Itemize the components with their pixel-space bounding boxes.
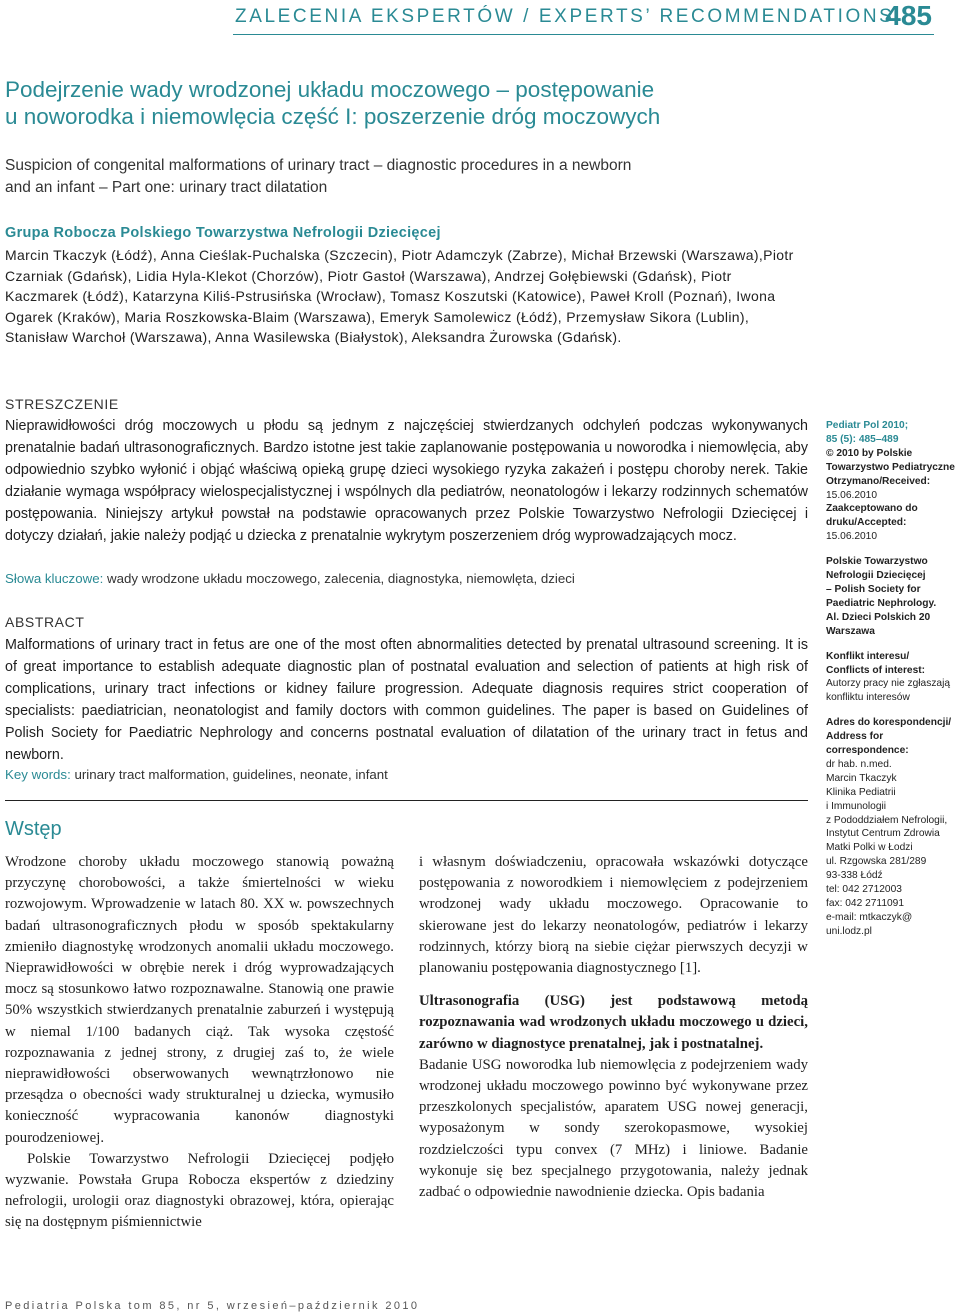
body-column-left xyxy=(5,852,394,1234)
address-line: z Pododdziałem Nefrologii, xyxy=(826,814,948,826)
correspondence-label: correspondence: xyxy=(826,745,909,757)
society-line: Warszawa xyxy=(826,625,875,637)
running-title: ZALECENIA EKSPERTÓW / EXPERTS’ RECOMMENDATIONS xyxy=(235,6,895,27)
society-line: – Polish Society for xyxy=(826,583,921,595)
polish-keywords-label: Słowa kluczowe: xyxy=(5,571,104,586)
society-block xyxy=(826,555,958,638)
polish-keywords xyxy=(5,571,575,586)
address-line: Marcin Tkaczyk xyxy=(826,772,897,784)
conflict-text: konfliktu interesów xyxy=(826,692,910,704)
intro-paragraph-1: Wrodzone choroby układu moczowego stanowią poważną przyczynę chorobowości, a także śmiertelności w wieku rozwojowym. Wprowadzenie w latach 80. XX w. powszechnych badań ultrasonograficznych płodu w sposób spektakularny zmieniło diagnostykę wrodzonych anomalii układu moczowego. Nieprawidłowości w obrębie nerek i dróg wyprowadzających mocz są stosunkowo łatwo rozpoznawalne. Stanowią one prawie 50% wszystkich stwierdzanych prenatalnie zaburzeń i występują w niemal 1/100 badanych ciąż. Tak wysoka częstość rozpoznawania z jednej strony, z drugiej zaś to, że wiele nieprawidłowości obserwowanych wewnątrzłonowo nie przesądza o obecności wady strukturalnej u dziecka, wymusiło konieczność wypracowania kanonów diagnostyki pourodzeniowej. xyxy=(5,854,394,1146)
conflict-label: Conflicts of interest: xyxy=(826,664,926,676)
accepted-label: druku/Accepted: xyxy=(826,517,907,529)
intro-paragraph-5: Badanie USG noworodka lub niemowlęcia z podejrzeniem wady wrodzonej układu moczowego powinno być wykonywane przez przeszkolonych specjalistów, aparatem USG nowej generacji, wyposażonym w sondy szerokopasmowe, wysokiej rozdzielczości typu convex (7 MHz) i liniowe. Badanie wykonuje się bez specjalnego przygotowania, należy jednak zadbać o odpowiednie nawodnienie dziecka. Opis badania xyxy=(419,1056,808,1201)
correspondence-label: Adres do korespondencji/ xyxy=(826,717,952,729)
usg-statement: Ultrasonografia (USG) jest podstawową metodą rozpoznawania wad wrodzonych układu moczowego u dzieci, zarówno w diagnostyce prenatalnej, jak i postnatalnej. xyxy=(419,993,808,1052)
conflict-label: Konflikt interesu/ xyxy=(826,650,910,662)
correspondence-label: Address for xyxy=(826,731,884,743)
address-line: dr hab. n.med. xyxy=(826,758,892,770)
author-list: Marcin Tkaczyk (Łódź), Anna Cieślak-Puchalska (Szczecin), Piotr Adamczyk (Zabrze), Michał Brzewski (Warszawa),Piotr Czarniak (Gdańsk), Lidia Hyla-Klekot (Chorzów), Piotr Gastoł (Warszawa), Andrzej Gołębiewski (Gdańsk), Piotr Kaczmarek (Łódź), Katarzyna Kiliś-Pstrusińska (Wrocław), Tomasz Koszutski (Katowice), Paweł Kroll (Poznań), Iwona Ogarek (Kraków), Maria Roszkowska-Blaim (Warszawa), Emeryk Samolewicz (Łódź), Przemysław Sikora (Lublin), Stanisław Warchoł (Warszawa), Anna Wasilewska (Białystok), Aleksandra Żurowska (Gdańsk). xyxy=(5,247,794,345)
society-line: Paediatric Nephrology. xyxy=(826,597,937,609)
address-line: Matki Polki w Łodzi xyxy=(826,842,913,854)
society-line: Al. Dzieci Polskich 20 xyxy=(826,611,931,623)
english-keywords xyxy=(5,767,388,782)
citation-block xyxy=(826,419,958,544)
copyright-line: © 2010 by Polskie xyxy=(826,447,913,459)
intro-paragraph-2: Polskie Towarzystwo Nefrologii Dziecięcej podjęło wyzwanie. Powstała Grupa Robocza ekspertów z dziedziny nefrologii, urologii oraz diagnostyki obrazowej, która, opierając się na dostępnym piśmiennictwie xyxy=(5,1150,394,1231)
title-pl-line-2: u noworodka i niemowlęcia część I: poszerzenie dróg moczowych xyxy=(5,104,661,129)
english-keywords-label: Key words: xyxy=(5,767,71,782)
accepted-date: 15.06.2010 xyxy=(826,531,877,543)
abstract-body: Malformations of urinary tract in fetus are one of the most often abnormalities detected by prenatal ultrasound screening. It is of great importance to establish adequate diagnostic plan of postnatal evaluation and selection of patients at high risk of complications, urinary tract infections or kidney failure progression. Adequate diagnosis requires strict cooperation of specialists: paediatrician, neonatologist and family doctors with common guidelines. The paper is based on Guidelines of Polish Society for Paediatric Nephrology and concerns postnatal evaluation of dilatation of the urinary tract in fetus and newborn. xyxy=(5,637,808,763)
citation-line: 85 (5): 485–489 xyxy=(826,433,899,445)
conflict-text: Autorzy pracy nie zgłaszają xyxy=(826,678,951,690)
correspondence-block xyxy=(826,716,958,939)
english-keywords-text: urinary tract malformation, guidelines, neonate, infant xyxy=(74,767,388,782)
address-line: 93-338 Łódź xyxy=(826,870,883,882)
society-line: Nefrologii Dziecięcej xyxy=(826,570,926,582)
email-line[interactable]: uni.lodz.pl xyxy=(826,925,872,937)
intro-paragraph-3: i własnym doświadczeniu, opracowała wskazówki dotyczące postępowania z noworodkiem i niemowlęciem z podejrzeniem wrodzonej wady układu moczowego. Opracowanie to skierowane jest do lekarzy neonatologów, pediatrów i lekarzy rodzinnych, którzy biorą na siebie ciężar pierwszych decyzji w planowaniu postępowania diagnostycznego [1]. xyxy=(419,854,808,977)
polish-keywords-text: wady wrodzone układu moczowego, zalecenia, diagnostyka, niemowlęta, dzieci xyxy=(107,571,575,586)
address-line: ul. Rzgowska 281/289 xyxy=(826,856,927,868)
header-rule xyxy=(233,34,934,35)
journal-footer: Pediatria Polska tom 85, nr 5, wrzesień–październik 2010 xyxy=(5,1300,420,1312)
accepted-label: Zaakceptowano do xyxy=(826,503,918,515)
address-line: fax: 042 2711091 xyxy=(826,898,904,909)
received-date: 15.06.2010 xyxy=(826,489,877,501)
society-line: Polskie Towarzystwo xyxy=(826,556,928,568)
conflict-block xyxy=(826,650,958,706)
working-group: Grupa Robocza Polskiego Towarzystwa Nefrologii Dziecięcej xyxy=(5,225,441,241)
intro-heading: Wstęp xyxy=(5,818,62,840)
title-pl-line-1: Podejrzenie wady wrodzonej układu moczowego – postępowanie xyxy=(5,77,655,102)
page-number: 485 xyxy=(885,0,932,31)
article-title-polish xyxy=(5,76,925,130)
body-column-right xyxy=(419,852,808,1203)
section-divider xyxy=(5,800,808,801)
citation-line: Pediatr Pol 2010; xyxy=(826,420,909,431)
email-line[interactable]: e-mail: mtkaczyk@ xyxy=(826,911,913,923)
title-en-line-2: and an infant – Part one: urinary tract dilatation xyxy=(5,179,328,196)
copyright-line: Towarzystwo Pediatryczne xyxy=(826,461,955,473)
address-line: i Immunologii xyxy=(826,800,887,812)
address-line: tel: 042 2712003 xyxy=(826,884,902,896)
streszczenie-body: Nieprawidłowości dróg moczowych u płodu są jednym z najczęściej stwierdzanych odchyleń podczas wykonywanych prenatalnie badań ultrasonograficznych. Bardzo istotne jest takie zaplanowanie postępowania u noworodka i niemowlęcia, aby odpowiednio szybko wyłonić i objąć właściwą opieką grupę dzieci wysokiego ryzyka zakażeń i postępu choroby nerek. Takie działanie wymaga współpracy wielospecjalistycznej i wspólnych dla pediatrów, neonatologów i lekarzy rodzinnych schematów postępowania. Niniejszy artykuł powstał na podstawie opracowanych przez Polskie Towarzystwo Nefrologii Dziecięcej i dotyczy działań, jakie należy podjąć u dziecka z prenatalnie wykrytym poszerzeniem dróg wyprowadzających mocz. xyxy=(5,418,808,544)
article-title-english xyxy=(5,155,905,199)
streszczenie-heading: STRESZCZENIE xyxy=(5,396,119,412)
received-label: Otrzymano/Received: xyxy=(826,475,931,487)
title-en-line-1: Suspicion of congenital malformations of urinary tract – diagnostic procedures in a newborn xyxy=(5,157,632,174)
article-metadata-sidebar xyxy=(826,419,958,950)
abstract-heading: ABSTRACT xyxy=(5,614,85,630)
address-line: Instytut Centrum Zdrowia xyxy=(826,828,940,840)
address-line: Klinika Pediatrii xyxy=(826,786,896,798)
